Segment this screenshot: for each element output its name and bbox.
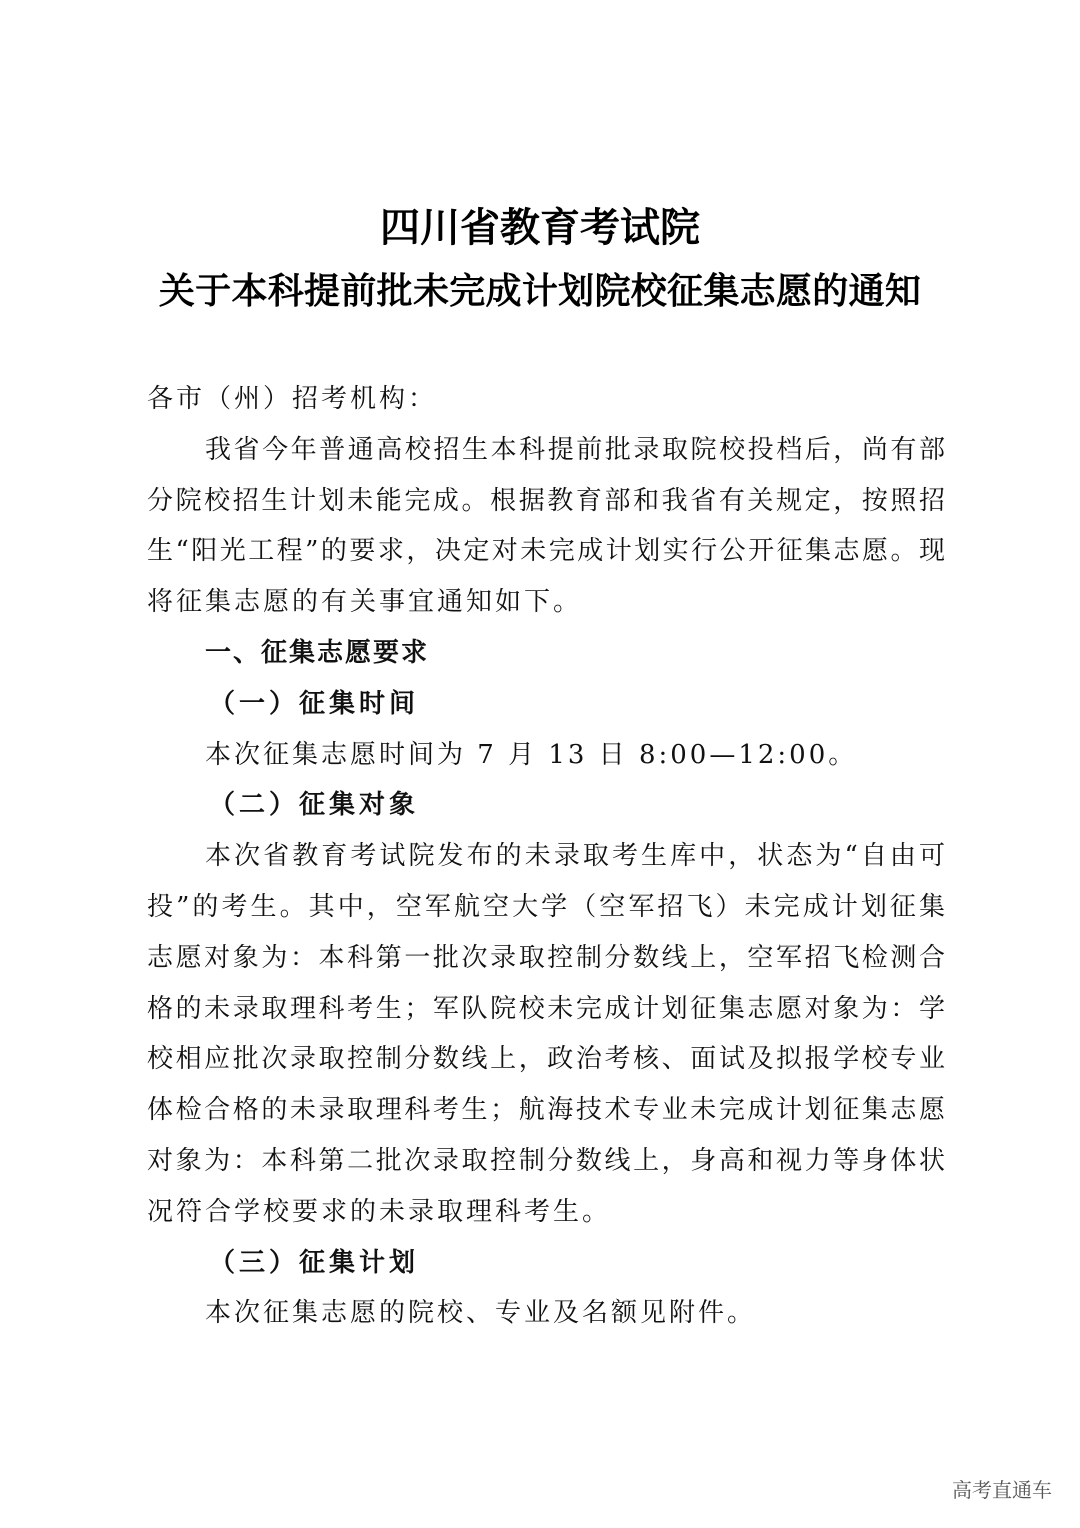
target-line: 格的未录取理科考生；军队院校未完成计划征集志愿对象为：学 [147,993,945,1024]
intro-line: 生“阳光工程”的要求，决定对未完成计划实行公开征集志愿。现 [147,536,945,567]
target-line: 投”的考生。其中，空军航空大学（空军招飞）未完成计划征集 [147,891,945,922]
intro-line: 我省今年普通高校招生本科提前批录取院校投档后，尚有部 [205,434,945,465]
intro-line: 分院校招生计划未能完成。根据教育部和我省有关规定，按照招 [147,485,945,516]
target-line: 本次省教育考试院发布的未录取考生库中，状态为“自由可 [205,841,945,872]
intro-line: 将征集志愿的有关事宜通知如下。 [147,587,583,618]
document-title-line1: 四川省教育考试院 [380,205,700,251]
section-heading: 一、征集志愿要求 [205,637,430,668]
time-text: 本次征集志愿时间为 7 月 13 日 8:00—12:00。 [205,739,858,770]
target-line: 体检合格的未录取理科考生；航海技术专业未完成计划征集志愿 [147,1095,945,1126]
target-line: 志愿对象为：本科第一批次录取控制分数线上，空军招飞检测合 [147,942,945,973]
salutation: 各市（州）招考机构： [147,384,438,414]
plan-text: 本次征集志愿的院校、专业及名额见附件。 [205,1298,757,1329]
subsection-heading-time: （一）征集时间 [209,688,420,719]
document-title-line2: 关于本科提前批未完成计划院校征集志愿的通知 [158,271,922,312]
target-line: 况符合学校要求的未录取理科考生。 [147,1196,612,1227]
subsection-heading-target: （二）征集对象 [209,790,420,821]
subsection-heading-plan: （三）征集计划 [209,1247,420,1278]
target-line: 校相应批次录取控制分数线上，政治考核、面试及拟报学校专业 [147,1044,945,1075]
document-body [147,374,945,1339]
target-line: 对象为：本科第二批次录取控制分数线上，身高和视力等身体状 [147,1145,945,1176]
watermark: 高考直通车 [952,1478,1052,1502]
